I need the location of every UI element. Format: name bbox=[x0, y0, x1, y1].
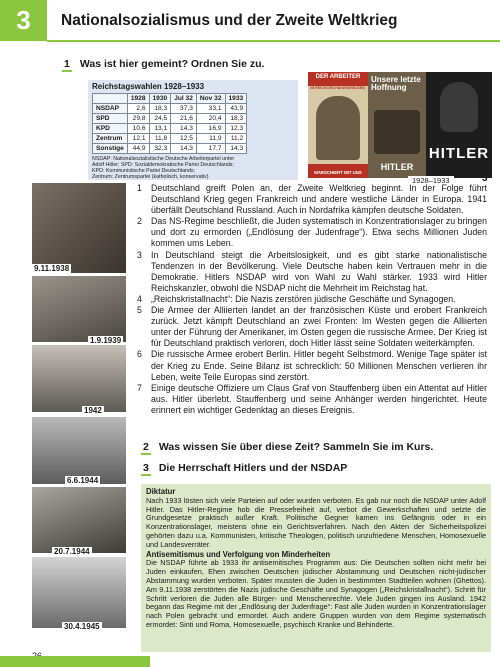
note-line: Adolf Hitler; SPD: Sozialdemokratische Partei Deutschlands; bbox=[92, 162, 234, 168]
task-1-number: 1 bbox=[64, 58, 70, 70]
photo-label-1: 9.11.1938 bbox=[34, 264, 70, 273]
task-1 bbox=[62, 58, 264, 72]
table-header-cell: Nov 32 bbox=[196, 94, 225, 104]
item-number: 4 bbox=[137, 293, 142, 304]
item-text: Einige deutsche Offiziere um Claus Graf von Stauffenberg üben ein Attentat auf Hitler aus. Hitler überlebt. Stauffenberg und seine Anhänger werden hingerichtet. Heute erinnert ein wichtiger Gedenktag an dieses Ereignis. bbox=[151, 382, 487, 415]
posters-caption-number: 3 bbox=[482, 173, 488, 184]
crowd-figures bbox=[374, 110, 420, 154]
poster-arbeiter bbox=[308, 72, 368, 178]
poster-2-title: Unsere letzte Hoffnung bbox=[371, 75, 421, 92]
table-cell: 12,5 bbox=[171, 134, 197, 144]
section-heading: Diktatur bbox=[146, 487, 176, 496]
poster-3-title: HITLER bbox=[428, 145, 490, 162]
table-row bbox=[93, 124, 247, 134]
list-item bbox=[137, 216, 487, 249]
list-item bbox=[137, 294, 487, 305]
photo-label-2: 1.9.1939 bbox=[90, 336, 122, 345]
item-text: Die Armee der Alliierten landet an der französischen Küste und erobert Frankreich zurück. Jetzt kämpft Deutschland an zwei Fronten: Im Westen gegen die Alliierten unter der Führung der Amerikaner, im Osten gegen die russische Armee. Der Krieg ist für Deutschland praktisch verloren, doch Hitler lässt seine Soldaten weiterkämpfen. bbox=[151, 305, 487, 349]
table-cell: 37,3 bbox=[171, 104, 197, 114]
chapter-number bbox=[0, 0, 47, 41]
poster-1-footer-text: MARSCHIERT MIT UNS bbox=[314, 170, 362, 175]
table-cell: 43,9 bbox=[225, 104, 247, 114]
table-cell: 10,6 bbox=[127, 124, 149, 134]
table-cell: 20,4 bbox=[196, 114, 225, 124]
posters-caption: 1928–1933 bbox=[408, 176, 454, 185]
election-table-title: Reichstagswahlen 1928–1933 bbox=[92, 82, 205, 91]
poster-1-title: DER ARBEITER bbox=[315, 74, 361, 80]
table-cell: 17,7 bbox=[196, 144, 225, 154]
poster-2-bottom: HITLER bbox=[380, 162, 414, 172]
poster-hitler bbox=[426, 72, 492, 178]
item-number: 5 bbox=[137, 305, 142, 316]
item-text: Die russische Armee erobert Berlin. Hitler begeht Selbstmord. Wenige Tage später ist der Krieg zu Ende. Seine Bilanz ist schrecklich: 50 Millionen Menschen verlieren ihr Leben, weite Teile Europas sind zerstört. bbox=[151, 349, 487, 382]
photo-stauffenberg bbox=[32, 487, 126, 553]
photo-berlin-reichstag bbox=[32, 557, 126, 628]
photo-label-6: 30.4.1945 bbox=[64, 622, 100, 631]
table-cell: 14,3 bbox=[171, 124, 197, 134]
item-number: 1 bbox=[137, 183, 142, 193]
table-cell: Sonstige bbox=[93, 144, 128, 154]
table-row bbox=[93, 144, 247, 154]
table-cell: 16,9 bbox=[196, 124, 225, 134]
table-row bbox=[93, 104, 247, 114]
poster-1-subtitle: IM REICH DES HAKENKREUZES! bbox=[310, 86, 366, 90]
item-text: Das NS-Regime beschließt, die Juden systematisch in Konzentrationslager zu bringen und dort zu ermorden („Endlösung der Judenfrage“). Etwa sechs Millionen Juden kommen ums Leben. bbox=[151, 216, 487, 249]
photo-normandy-landing bbox=[32, 417, 126, 484]
chapter-number-text: 3 bbox=[16, 5, 31, 35]
task-2-label: Was wissen Sie über diese Zeit? Sammeln Sie im Kurs. bbox=[158, 441, 434, 453]
table-cell: 21,6 bbox=[171, 114, 197, 124]
table-cell: NSDAP bbox=[93, 104, 128, 114]
chapter-title: Nationalsozialismus und der Zweite Weltkrieg bbox=[61, 12, 398, 29]
table-cell: 12,1 bbox=[127, 134, 149, 144]
section-paragraph: Nach 1933 lösten sich viele Parteien auf oder wurden verboten. Es gab nur noch die NSDAP unter Adolf Hitler. Das Hitler-Regime hob die Pressefreiheit auf, verbot die Gewerkschaften und setzte die Grundgesetze praktisch außer Kraft. Politische Gegner kamen ins Gefängnis oder in ein Konzentrationslager, meistens ohne ein Gerichtsverfahren. Nach den Akten der Sicherheitspolizei gehörten dazu u.a. Kommunisten, kritische Theologen, politisch unzufriedene Menschen, Homosexuelle und Landesverräter. bbox=[146, 495, 486, 549]
item-text: „Reichskristallnacht“: Die Nazis zerstören jüdische Geschäfte und Synagogen. bbox=[151, 293, 456, 304]
table-cell: 2,6 bbox=[127, 104, 149, 114]
worker-figure bbox=[316, 96, 360, 160]
header-divider bbox=[47, 40, 500, 42]
table-cell: 13,1 bbox=[149, 124, 171, 134]
table-cell: KPD bbox=[93, 124, 128, 134]
election-table bbox=[92, 93, 247, 154]
table-header-cell: Jul 32 bbox=[171, 94, 197, 104]
table-cell: 33,1 bbox=[196, 104, 225, 114]
reading-text-box bbox=[141, 484, 491, 652]
propaganda-posters bbox=[308, 72, 492, 178]
portrait-figure bbox=[440, 82, 478, 132]
task-3-number: 3 bbox=[143, 462, 149, 474]
table-cell: 29,8 bbox=[127, 114, 149, 124]
table-cell: 11,2 bbox=[225, 134, 247, 144]
photo-kristallnacht bbox=[32, 183, 126, 273]
election-notes bbox=[92, 156, 294, 180]
table-cell: 18,3 bbox=[149, 104, 171, 114]
list-item bbox=[137, 349, 487, 382]
table-cell: 14,3 bbox=[171, 144, 197, 154]
photo-label-5: 20.7.1944 bbox=[54, 547, 90, 556]
photo-label-3: 1942 bbox=[84, 406, 102, 415]
section-paragraph: Die NSDAP führte ab 1933 ihr antisemitisches Programm aus: Die Deutschen sollten nicht mehr bei Juden einkaufen, Ehen zwischen Deutschen jüdischer Abstammung und Deutschen nicht-jüdischer Abstammung wurden verboten. Später mussten die Juden in bestimmten Stadtteilen wohnen (Ghettos). Am 9.11.1938 zerstörten die Nazis jüdische Geschäfte und Synagogen („Reichskristallnacht“). Schritt für Schritt verloren die Juden alle Bürger- und Menschenrechte. Viele Juden gingen ins Ausland. 1942 begann das Regime mit der „Endlösung der Judenfrage“: Fast alle Juden wurden in Konzentrationslager nach Polen gebracht und ermordet. Auch andere Gruppen wurden von dem Regime systematisch ermordet: Sinti und Roma, Homosexuelle, psychisch Kranke und Behinderte. bbox=[146, 558, 486, 629]
table-header-cell: 1933 bbox=[225, 94, 247, 104]
note-line: Zentrum: Zentrumspartei (katholisch, konservativ) bbox=[92, 174, 209, 180]
table-cell: SPD bbox=[93, 114, 128, 124]
table-row bbox=[93, 114, 247, 124]
task-2 bbox=[141, 441, 433, 455]
section-heading: Antisemitismus und Verfolgung von Minderheiten bbox=[146, 549, 331, 559]
table-header-row bbox=[93, 94, 247, 104]
list-item bbox=[137, 250, 487, 294]
table-header-cell bbox=[93, 94, 128, 104]
list-item bbox=[137, 183, 487, 216]
item-number: 2 bbox=[137, 216, 142, 227]
item-text: In Deutschland steigt die Arbeitslosigkeit, und es gibt starke nationalistische Tendenzen in der Bevölkerung. Viele Deutsche haben kein Vertrauen mehr in die Demokratie. Hitlers NSDAP wird von Wahl zu Wahl stärker. 1933 wird Hitler Reichskanzler, obwohl die NSDAP nicht die Mehrheit im Reichstag hat. bbox=[151, 249, 487, 293]
list-item bbox=[137, 305, 487, 349]
task-3 bbox=[141, 462, 347, 476]
table-cell: Zentrum bbox=[93, 134, 128, 144]
footer-bar bbox=[0, 656, 150, 667]
photo-invasion-poland bbox=[32, 276, 126, 342]
note-line: KPD: Kommunistische Partei Deutschlands; bbox=[92, 168, 196, 174]
task-3-label: Die Herrschaft Hitlers und der NSDAP bbox=[158, 462, 348, 474]
table-cell: 24,5 bbox=[149, 114, 171, 124]
task-2-number: 2 bbox=[143, 441, 149, 453]
events-list bbox=[137, 183, 487, 416]
item-number: 7 bbox=[137, 382, 142, 393]
election-results-box bbox=[88, 80, 298, 180]
poster-hoffnung bbox=[368, 72, 426, 178]
table-header-cell: 1930 bbox=[149, 94, 171, 104]
table-cell: 12,3 bbox=[225, 124, 247, 134]
table-header-cell: 1928 bbox=[127, 94, 149, 104]
photo-label-4: 6.6.1944 bbox=[67, 476, 99, 485]
table-row bbox=[93, 134, 247, 144]
item-text: Deutschland greift Polen an, der Zweite Weltkrieg beginnt. In der Folge führt Deutschland Krieg gegen Frankreich und andere westliche Länder in Europa. 1941 überfällt Deutschland Russland. Auch in Nordafrika kämpfen deutsche Soldaten. bbox=[151, 183, 487, 216]
table-cell: 11,9 bbox=[196, 134, 225, 144]
table-cell: 18,3 bbox=[225, 114, 247, 124]
item-number: 6 bbox=[137, 349, 142, 360]
table-cell: 44,9 bbox=[127, 144, 149, 154]
table-cell: 14,3 bbox=[225, 144, 247, 154]
note-line: NSDAP: Nationalsozialistische Deutsche Arbeiterpartei unter bbox=[92, 156, 235, 162]
list-item bbox=[137, 383, 487, 416]
photo-concentration-camp bbox=[32, 345, 126, 412]
table-cell: 11,8 bbox=[149, 134, 171, 144]
task-1-label: Was ist hier gemeint? Ordnen Sie zu. bbox=[79, 58, 265, 70]
table-cell: 32,3 bbox=[149, 144, 171, 154]
item-number: 3 bbox=[137, 249, 142, 260]
